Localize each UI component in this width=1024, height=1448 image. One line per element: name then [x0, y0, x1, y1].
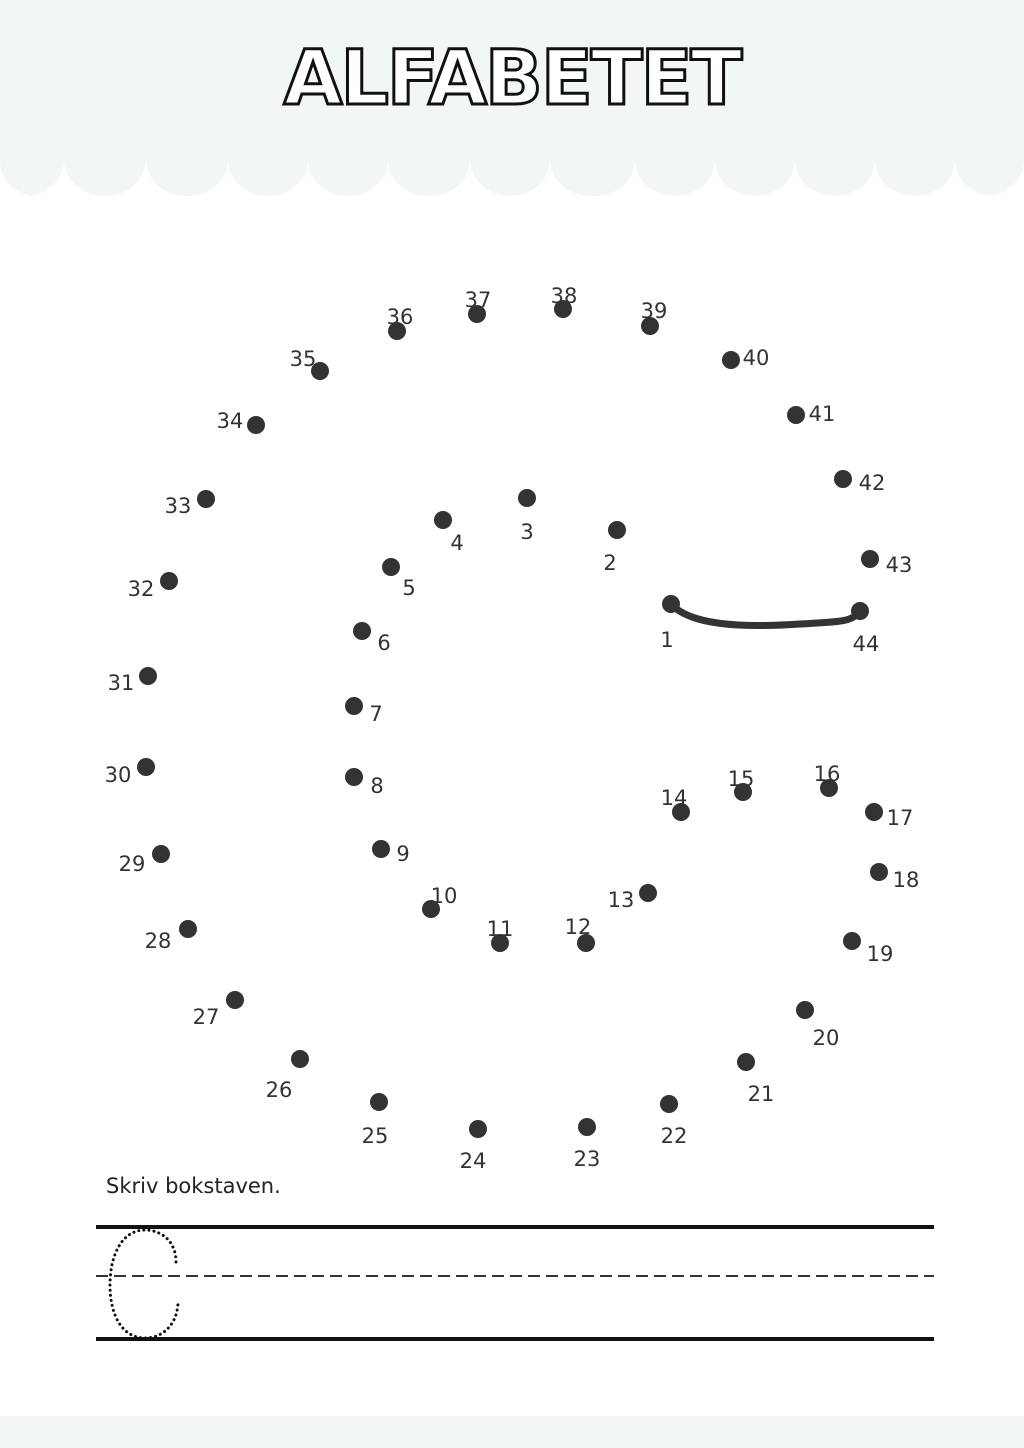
dot-41 — [787, 406, 805, 424]
dot-32 — [160, 572, 178, 590]
dot-label-41: 41 — [808, 402, 836, 426]
dot-44 — [851, 602, 869, 620]
dot-label-29: 29 — [118, 852, 146, 876]
dot-2 — [608, 521, 626, 539]
dot-label-33: 33 — [164, 494, 192, 518]
dot-19 — [843, 932, 861, 950]
dot-26 — [291, 1050, 309, 1068]
dot-label-14: 14 — [660, 786, 688, 810]
dot-label-40: 40 — [742, 346, 770, 370]
dot-label-18: 18 — [892, 868, 920, 892]
dot-25 — [370, 1093, 388, 1111]
dot-17 — [865, 803, 883, 821]
dot-7 — [345, 697, 363, 715]
dot-label-13: 13 — [607, 888, 635, 912]
dot-label-7: 7 — [369, 702, 383, 726]
dot-label-27: 27 — [192, 1005, 220, 1029]
dot-42 — [834, 470, 852, 488]
dot-6 — [353, 622, 371, 640]
dot-label-3: 3 — [520, 520, 534, 544]
dot-21 — [737, 1053, 755, 1071]
dot-label-43: 43 — [885, 553, 913, 577]
dot-31 — [139, 667, 157, 685]
dot-24 — [469, 1120, 487, 1138]
dot-40 — [722, 351, 740, 369]
dot-label-2: 2 — [603, 551, 617, 575]
dot-3 — [518, 489, 536, 507]
dot-43 — [861, 550, 879, 568]
dot-label-16: 16 — [813, 762, 841, 786]
dot-label-12: 12 — [564, 915, 592, 939]
dot-label-15: 15 — [727, 767, 755, 791]
dot-label-10: 10 — [430, 884, 458, 908]
dot-label-34: 34 — [216, 409, 244, 433]
footer-band — [0, 1416, 1024, 1448]
dot-label-22: 22 — [660, 1124, 688, 1148]
page-title: ALFABETET — [283, 33, 741, 122]
dot-label-4: 4 — [450, 531, 464, 555]
dot-label-28: 28 — [144, 929, 172, 953]
dot-29 — [152, 845, 170, 863]
dot-30 — [137, 758, 155, 776]
dot-8 — [345, 768, 363, 786]
dot-label-24: 24 — [459, 1149, 487, 1173]
dot-label-26: 26 — [265, 1078, 293, 1102]
dot-label-23: 23 — [573, 1147, 601, 1171]
dot-label-21: 21 — [747, 1082, 775, 1106]
dot-label-5: 5 — [402, 576, 416, 600]
dot-1 — [662, 595, 680, 613]
dot-18 — [870, 863, 888, 881]
dot-label-19: 19 — [866, 942, 894, 966]
dot-label-32: 32 — [127, 577, 155, 601]
dot-label-37: 37 — [464, 288, 492, 312]
dot-28 — [179, 920, 197, 938]
dot-label-9: 9 — [396, 842, 410, 866]
dot-22 — [660, 1095, 678, 1113]
dot-27 — [226, 991, 244, 1009]
dot-label-25: 25 — [361, 1124, 389, 1148]
dot-label-8: 8 — [370, 774, 384, 798]
dot-13 — [639, 884, 657, 902]
dot-label-42: 42 — [858, 471, 886, 495]
starter-stroke — [671, 604, 860, 626]
dot-label-20: 20 — [812, 1026, 840, 1050]
dot-23 — [578, 1118, 596, 1136]
dot-label-44: 44 — [852, 632, 880, 656]
dotted-letter-c-tracing — [110, 1230, 178, 1338]
dot-label-36: 36 — [386, 305, 414, 329]
dot-label-38: 38 — [550, 284, 578, 308]
dot-20 — [796, 1001, 814, 1019]
dot-label-1: 1 — [660, 628, 674, 652]
instruction-text: Skriv bokstaven. — [106, 1174, 281, 1198]
dot-label-6: 6 — [377, 631, 391, 655]
dot-label-35: 35 — [289, 347, 317, 371]
dot-label-11: 11 — [486, 917, 514, 941]
dot-label-17: 17 — [886, 806, 914, 830]
dot-4 — [434, 511, 452, 529]
dot-5 — [382, 558, 400, 576]
dot-34 — [247, 416, 265, 434]
dot-33 — [197, 490, 215, 508]
dot-label-30: 30 — [104, 763, 132, 787]
dot-9 — [372, 840, 390, 858]
handwriting-practice-lines — [0, 1200, 1024, 1360]
dot-label-39: 39 — [640, 299, 668, 323]
dot-label-31: 31 — [107, 671, 135, 695]
